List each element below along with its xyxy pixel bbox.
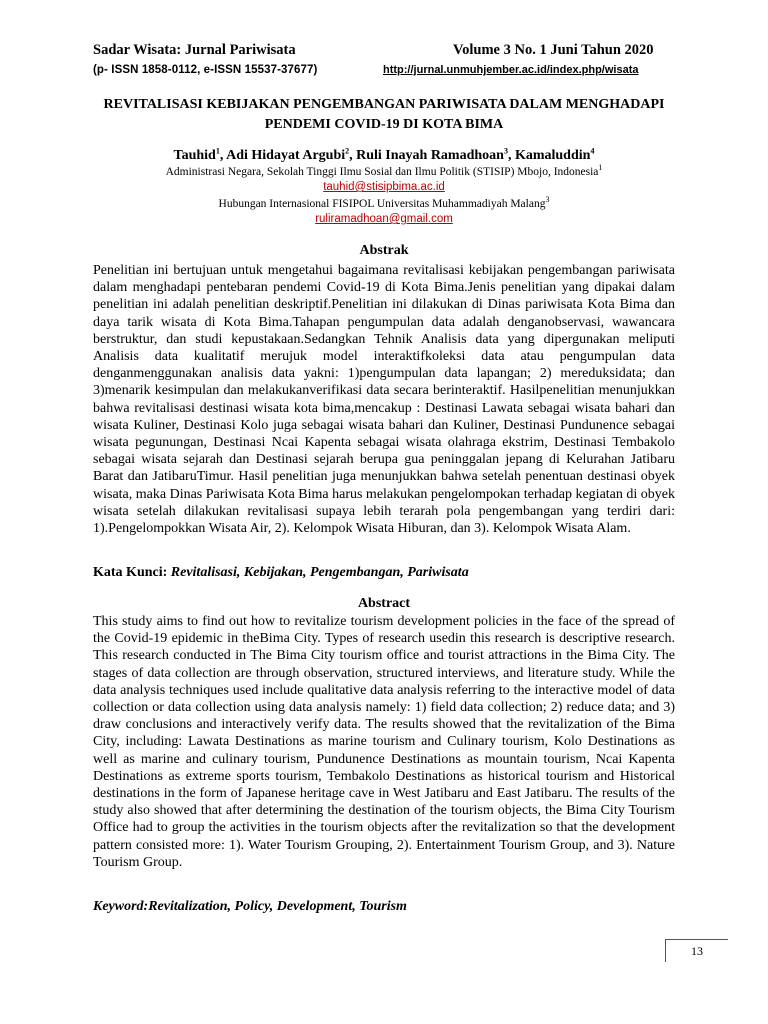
abstrak-body: Penelitian ini bertujuan untuk mengetahui bagaimana revitalisasi kebijakan pengembangan pariwisata dalam menghadapi pentebaran pendemi Covid-19 di Kota Bima.Jenis penelitian yang dipakai dalam penelitian ini adalah penelitian deskriptif.Penelitian ini dilakukan di Dinas pariwisata Kota Bima dan daya tarik wisata di Kota Bima.Tahapan pengumpulan data adalah denganobservasi, wawancara berstruktur, dan studi kepustakaan.Sedangkan Tehnik Analisis data yang dipergunakan meliputi Analisis data kualitatif merujuk model interaktifkoleksi data atau pengumpulan data denganmenggunakan analisis data yakni: 1)pengumpulan data lapangan; 2) mereduksidata; dan 3)menarik kesimpulan dan melakukanverifikasi data secara berinteraktif. Hasilpenelitian menunjukkan bahwa revitalisasi destinasi wisata kota bima,mencakup : Destinasi Lawata sebagai wisata bahari dan wisata Kuliner, Destinasi Kolo juga sebagai wisata bahari dan Kuliner, Destinasi Pundunence sebagai wisata pegunungan, Destinasi Ncai Kapenta sebagai wisata olahraga ekstrim, Destinasi Tembakolo sebagai wisata sejarah dan Destinasi sejarah berupa gua peninggalan jepang di Kelurahan Jatibaru Barat dan JatibaruTimur. Hasil penelitian juga menunjukkan bahwa setelah penentuan destinasi obyek wisata, maka Dinas Pariwisata Kota Bima harus melakukan pengelompokan terhadap kegiatan di obyek wisata setelah dilakukan revitalisasi supaya lebih terarah pola pengembangan yang terdiri dari: 1).Pengelompokkan Wisata Air, 2). Kelompok Wisata Hiburan, dan 3). Kelompok Wisata Alam. [93, 263, 675, 537]
author-name: Ruli Inayah Ramadhoan [356, 148, 504, 163]
abstrak-heading: Abstrak [359, 243, 409, 258]
keywords-value: Revitalisasi, Kebijakan, Pengembangan, Pariwisata [170, 565, 469, 580]
author-superscript: 4 [590, 146, 595, 156]
affiliation-superscript: 1 [598, 163, 603, 173]
abstract-heading: Abstract [357, 596, 411, 611]
issn-text: (p- ISSN 1858-0112, e-ISSN 15537-37677) [93, 64, 318, 76]
volume-info: Volume 3 No. 1 Juni Tahun 2020 [453, 42, 654, 58]
author-name: Tauhid [173, 148, 216, 163]
abstract-body: This study aims to find out how to revitalize tourism development policies in the face of the spread of the Covid-19 epidemic in theBima City. Types of research usedin this research is descriptive research. This research conducted in The Bima City tourism office and tourist attractions in the Bima City. The stages of data collection are through observation, structured interviews, and literature study. While the data analysis techniques used include qualitative data analysis referring to the interactive model of data collection or data collection using data analysis namely: 1) field data collection; 2) reduce data; and 3) draw conclusions and interactively verify data. The results showed that the revitalization of the Bima City, including: Lawata Destinations as marine tourism and Culinary tourism, Kolo Destinations as well as marine and culinary tourism, Pundunence Destinations as mountain tourism, Ncai Kapenta Destinations as extreme sports tourism, Tembakolo Destinations as historical tourism and Historical destinations in the form of Japanese heritage cave in West Jatibaru and East Jatibaru. The results of the study also showed that after determining the destination of the tourism objects, the Bima City Tourism Office had to group the activities in the tourism objects after the revitalization so that the development pattern consisted more: 1). Water Tourism Grouping, 2). Entertainment Tourism Group, and 3). Nature Tourism Group. [93, 614, 675, 870]
kata-kunci [93, 564, 675, 581]
affiliation-1 [93, 165, 675, 179]
author-separator: , [219, 148, 227, 163]
keywords-label: Kata Kunci: [93, 565, 171, 580]
affiliation-2 [93, 197, 675, 211]
keywords-en [93, 898, 675, 915]
keywords-value: Revitalization, Policy, Development, Tourism [148, 899, 407, 914]
email-link-1[interactable]: tauhid@stisipbima.ac.id [323, 181, 445, 193]
author-separator: , [507, 148, 515, 163]
affiliation-superscript: 3 [545, 195, 550, 205]
affiliation-text: Hubungan Internasional FISIPOL Universitas Muhammadiyah Malang [218, 198, 546, 210]
author-list [93, 148, 675, 164]
author-superscript: 1 [215, 146, 220, 156]
author-name: Adi Hidayat Argubi [226, 148, 346, 163]
author-name: Kamaluddin [514, 148, 591, 163]
email-link-2[interactable]: ruliramadhoan@gmail.com [315, 213, 453, 225]
article-title: REVITALISASI KEBIJAKAN PENGEMBANGAN PARIWISATA DALAM MENGHADAPI PENDEMI COVID-19 DI KOTA BIMA [103, 97, 665, 132]
author-separator: , [349, 148, 357, 163]
author-superscript: 2 [345, 146, 350, 156]
affiliation-text: Administrasi Negara, Sekolah Tinggi Ilmu Sosial dan Ilmu Politik (STISIP) Mbojo, Indonesia [165, 166, 599, 178]
journal-name: Sadar Wisata: Jurnal Pariwisata [93, 42, 296, 58]
journal-url-link[interactable]: http://jurnal.unmuhjember.ac.id/index.php/wisata [383, 64, 639, 76]
author-superscript: 3 [503, 146, 508, 156]
keywords-label: Keyword: [93, 899, 149, 914]
page-number: 13 [665, 939, 728, 962]
